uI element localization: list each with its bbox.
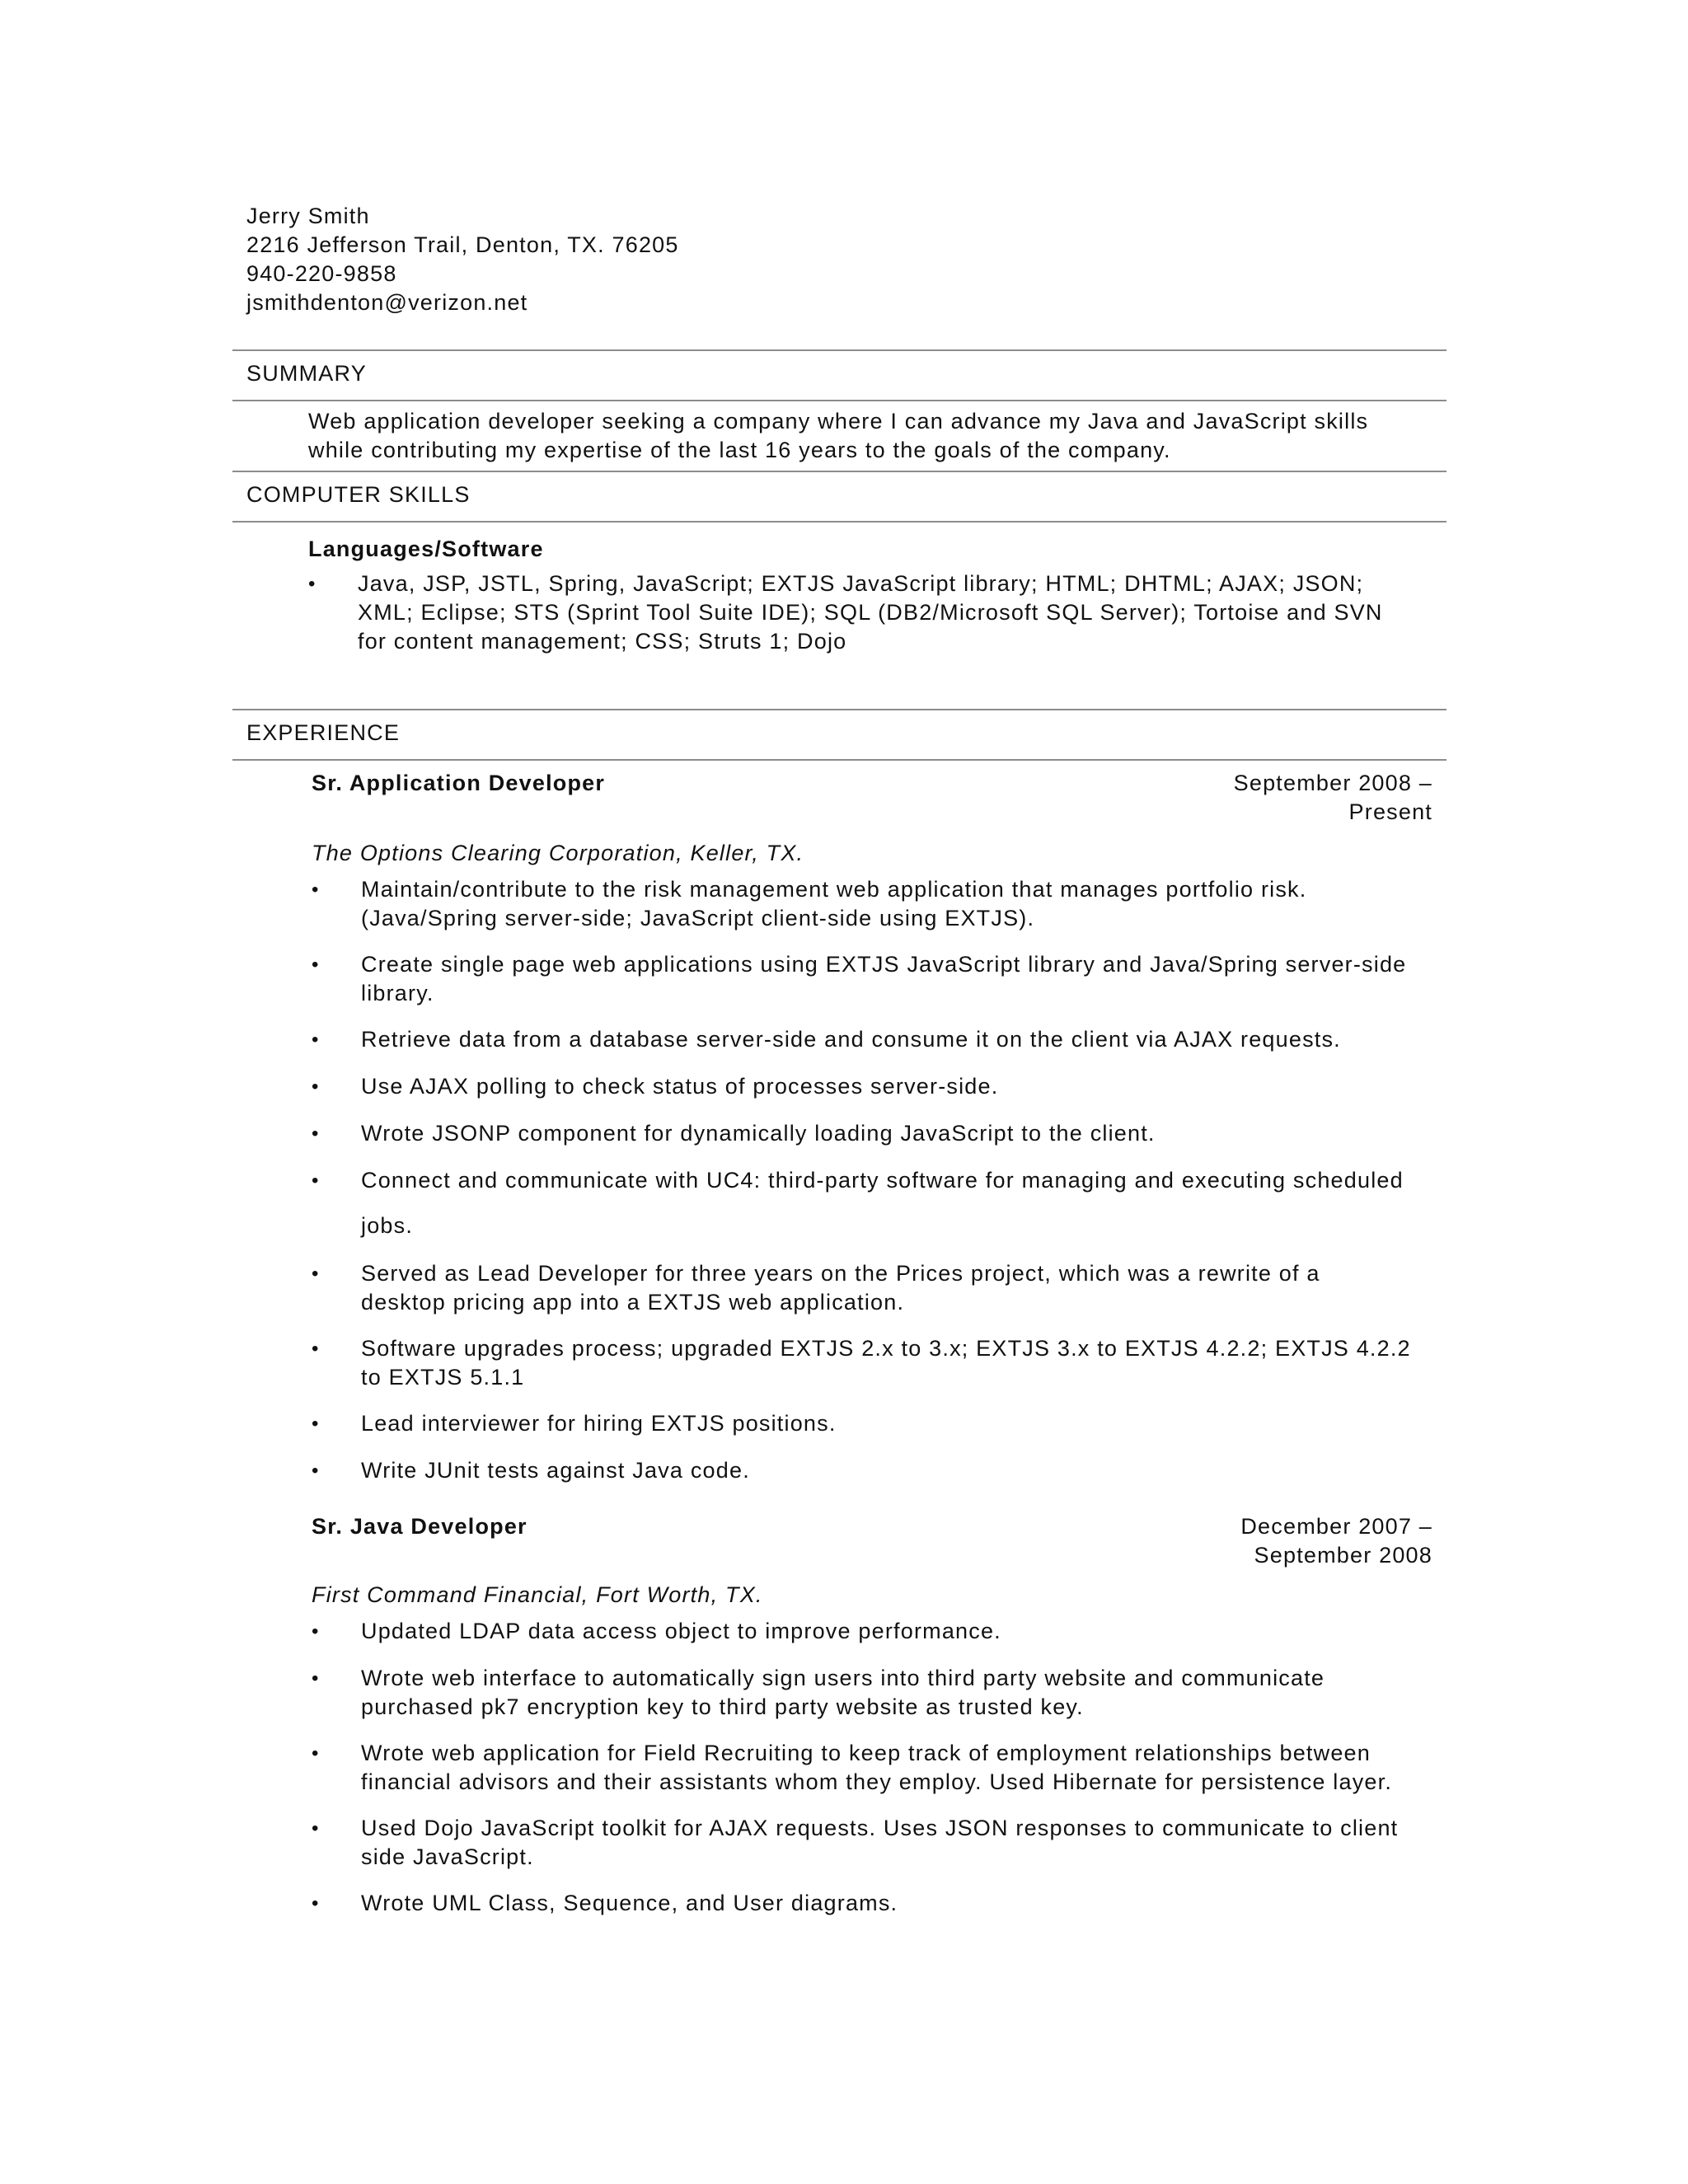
list-item bbox=[312, 1456, 1449, 1485]
list-item-line: Wrote web application for Field Recruiting to keep track of employment relationships between bbox=[361, 1741, 1371, 1765]
section-divider bbox=[232, 521, 1447, 523]
bullet-icon: • bbox=[308, 573, 316, 595]
list-item bbox=[312, 1259, 1449, 1317]
list-item bbox=[312, 1617, 1449, 1646]
job-date-line: September 2008 bbox=[1254, 1543, 1432, 1568]
list-item-line: side JavaScript. bbox=[361, 1844, 534, 1869]
job-title: Sr. Java Developer bbox=[312, 1514, 528, 1539]
bullet-icon: • bbox=[312, 1892, 320, 1915]
job-date-line: September 2008 – bbox=[1233, 771, 1432, 795]
list-item bbox=[312, 1739, 1449, 1797]
skills-heading: COMPUTER SKILLS bbox=[246, 482, 471, 507]
skills-line: Java, JSP, JSTL, Spring, JavaScript; EXTJS JavaScript library; HTML; DHTML; AJAX; JSON; bbox=[358, 571, 1364, 596]
job-date bbox=[1137, 769, 1432, 827]
summary-heading: SUMMARY bbox=[246, 361, 367, 386]
bullet-icon: • bbox=[312, 1263, 320, 1285]
list-item-line: to EXTJS 5.1.1 bbox=[361, 1365, 525, 1390]
bullet-icon: • bbox=[312, 1338, 320, 1360]
list-item bbox=[312, 1334, 1449, 1392]
list-item-line: Lead interviewer for hiring EXTJS positions. bbox=[361, 1411, 837, 1436]
section-divider bbox=[232, 400, 1447, 401]
bullet-icon: • bbox=[312, 1029, 320, 1051]
list-item-line: Write JUnit tests against Java code. bbox=[361, 1458, 750, 1483]
skills-line: for content management; CSS; Struts 1; Dojo bbox=[358, 629, 847, 654]
list-item bbox=[312, 950, 1449, 1008]
list-item-line: Served as Lead Developer for three years on the Prices project, which was a rewrite of a bbox=[361, 1261, 1320, 1286]
list-item-line: library. bbox=[361, 981, 434, 1005]
list-item bbox=[312, 875, 1449, 933]
skills-list-item bbox=[308, 569, 1454, 656]
job-date-line: December 2007 – bbox=[1240, 1514, 1432, 1539]
job-title: Sr. Application Developer bbox=[312, 771, 606, 795]
list-item bbox=[312, 1119, 1449, 1148]
list-item-line: Software upgrades process; upgraded EXTJS 2.x to 3.x; EXTJS 3.x to EXTJS 4.2.2; EXTJS 4.2.2 bbox=[361, 1336, 1411, 1361]
list-item-line: Retrieve data from a database server-side and consume it on the client via AJAX requests. bbox=[361, 1027, 1341, 1052]
summary-line: Web application developer seeking a company where I can advance my Java and JavaScript skills bbox=[308, 409, 1369, 434]
bullet-icon: • bbox=[312, 1076, 320, 1098]
job-date-line: Present bbox=[1348, 799, 1432, 824]
contact-email: jsmithdenton@verizon.net bbox=[246, 290, 528, 315]
list-item-line: jobs. bbox=[361, 1213, 414, 1238]
list-item-line: Wrote UML Class, Sequence, and User diagrams. bbox=[361, 1891, 898, 1915]
list-item bbox=[312, 1664, 1449, 1722]
bullet-icon: • bbox=[312, 1620, 320, 1643]
list-item bbox=[312, 1814, 1449, 1872]
list-item bbox=[312, 1072, 1449, 1101]
section-divider bbox=[232, 759, 1447, 761]
list-item-line: Use AJAX polling to check status of processes server-side. bbox=[361, 1074, 999, 1099]
bullet-icon: • bbox=[312, 954, 320, 976]
bullet-icon: • bbox=[312, 1817, 320, 1840]
bullet-icon: • bbox=[312, 879, 320, 901]
bullet-icon: • bbox=[312, 1169, 320, 1192]
experience-heading: EXPERIENCE bbox=[246, 720, 401, 745]
contact-block bbox=[246, 202, 679, 317]
section-divider bbox=[232, 471, 1447, 472]
bullet-icon: • bbox=[312, 1667, 320, 1690]
list-item-line: (Java/Spring server-side; JavaScript client-side using EXTJS). bbox=[361, 906, 1035, 930]
list-item-line: desktop pricing app into a EXTJS web application. bbox=[361, 1290, 905, 1315]
skills-subheading: Languages/Software bbox=[308, 537, 544, 561]
list-item-line: purchased pk7 encryption key to third party website as trusted key. bbox=[361, 1694, 1084, 1719]
list-item bbox=[312, 1409, 1449, 1438]
job-date bbox=[1137, 1512, 1432, 1570]
list-item-line: Wrote JSONP component for dynamically loading JavaScript to the client. bbox=[361, 1121, 1156, 1146]
bullet-icon: • bbox=[312, 1413, 320, 1435]
contact-address: 2216 Jefferson Trail, Denton, TX. 76205 bbox=[246, 232, 679, 257]
bullet-icon: • bbox=[312, 1122, 320, 1145]
list-item-line: Updated LDAP data access object to improve performance. bbox=[361, 1619, 1001, 1643]
bullet-icon: • bbox=[312, 1460, 320, 1482]
summary-line: while contributing my expertise of the last 16 years to the goals of the company. bbox=[308, 438, 1171, 462]
list-item bbox=[312, 1025, 1449, 1054]
list-item-line: Connect and communicate with UC4: third-party software for managing and executing scheduled bbox=[361, 1168, 1404, 1193]
bullet-icon: • bbox=[312, 1742, 320, 1765]
list-item-line: financial advisors and their assistants whom they employ. Used Hibernate for persistence layer. bbox=[361, 1769, 1393, 1794]
list-item-line: Wrote web interface to automatically sign users into third party website and communicate bbox=[361, 1666, 1325, 1690]
contact-phone: 940-220-9858 bbox=[246, 261, 397, 286]
section-divider bbox=[232, 349, 1447, 351]
skills-line: XML; Eclipse; STS (Sprint Tool Suite IDE); SQL (DB2/Microsoft SQL Server); Tortoise and SVN bbox=[358, 600, 1383, 625]
section-divider bbox=[232, 709, 1447, 710]
summary-text bbox=[308, 407, 1446, 465]
job-company: The Options Clearing Corporation, Keller, TX. bbox=[312, 841, 804, 865]
job-company: First Command Financial, Fort Worth, TX. bbox=[312, 1582, 763, 1607]
list-item-line: Create single page web applications using EXTJS JavaScript library and Java/Spring server-side bbox=[361, 952, 1407, 977]
list-item bbox=[312, 1889, 1449, 1918]
list-item bbox=[312, 1166, 1449, 1240]
contact-name: Jerry Smith bbox=[246, 204, 370, 228]
list-item-line: Maintain/contribute to the risk management web application that manages portfolio risk. bbox=[361, 877, 1307, 902]
list-item-line: Used Dojo JavaScript toolkit for AJAX requests. Uses JSON responses to communicate to client bbox=[361, 1816, 1399, 1840]
